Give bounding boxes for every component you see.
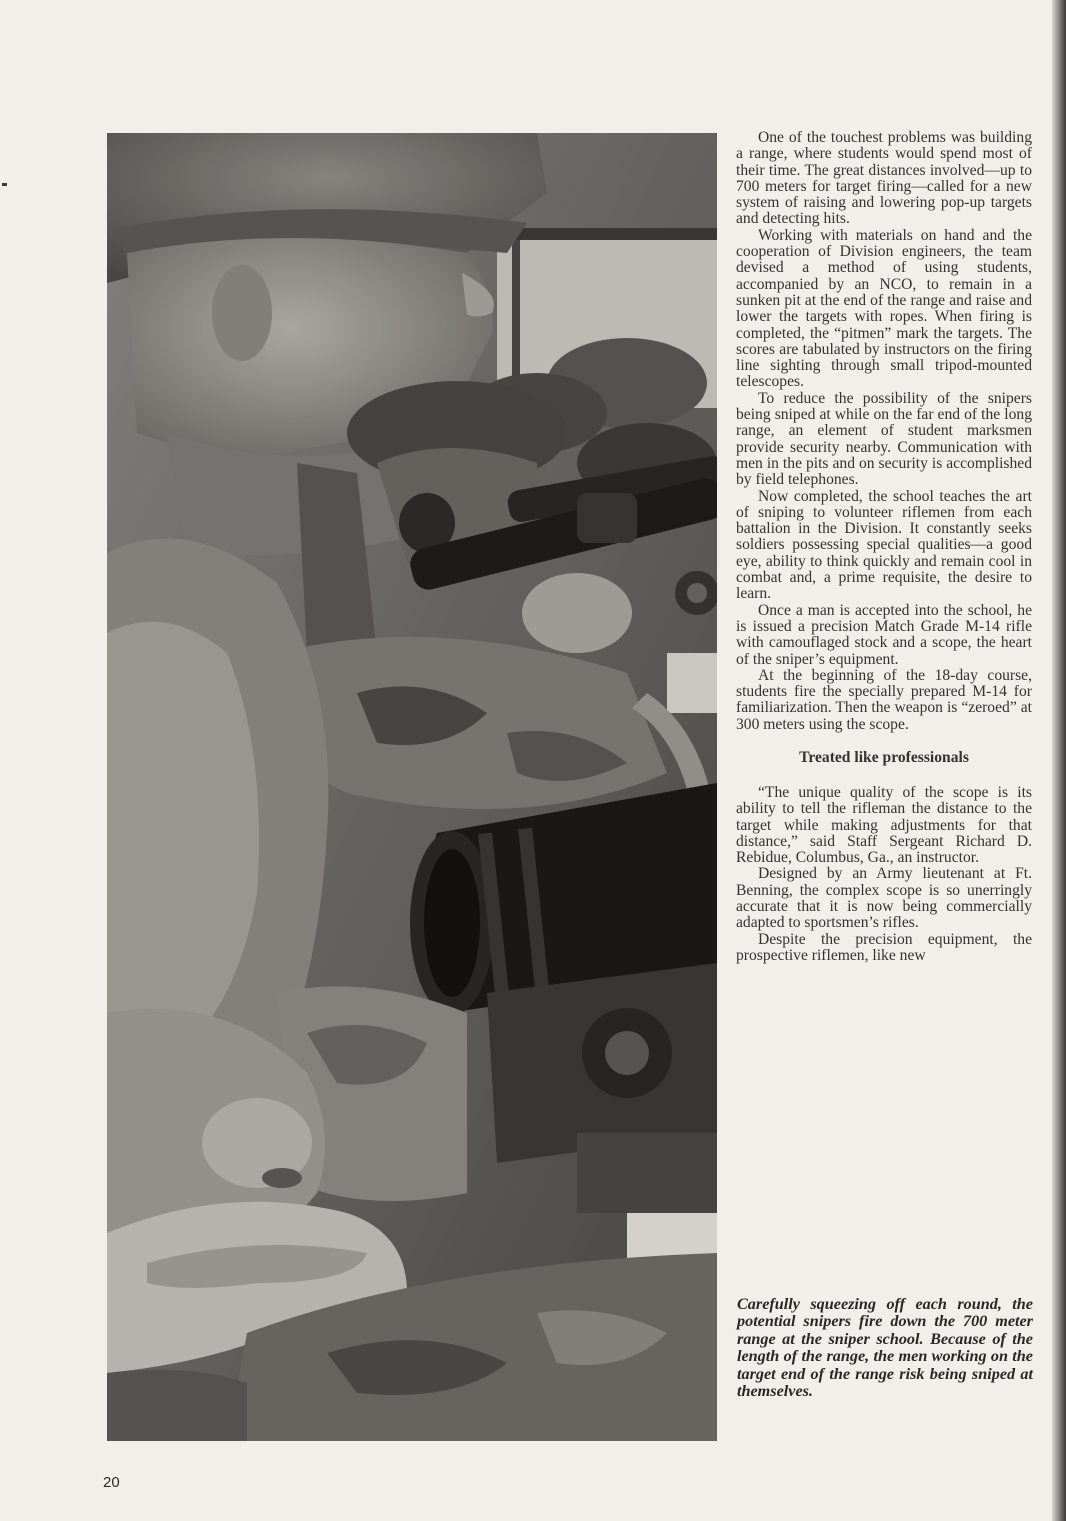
article-paragraph: Designed by an Army lieutenant at Ft. Benning, the complex scope is so unerringly accurate that it is now being commercially adapted to sportsmen’s rifles. [736, 865, 1032, 932]
photo-caption: Carefully squeezing off each round, the potential snipers fire down the 700 meter range at the sniper school. Because of the length of the range, the men working on the target end of the range risk being sniped at themselves. [737, 1295, 1033, 1401]
article-paragraph: Once a man is accepted into the school, he is issued a precision Match Grade M-14 rifle with camouflaged stock and a scope, the heart of the sniper’s equipment. [736, 601, 1032, 668]
article-paragraph: To reduce the possibility of the snipers being sniped at while on the far end of the long range, an element of student marksmen provide security nearby. Communication with men in the pits and on security is accomplished by field telephones. [736, 389, 1032, 489]
article-paragraph: Despite the precision equipment, the prospective riflemen, like new [736, 930, 1032, 964]
section-subheading: Treated like professionals [799, 748, 969, 766]
stray-print-mark [2, 183, 7, 186]
article-body [736, 130, 1032, 964]
article-paragraph: Now completed, the school teaches the art of sniping to volunteer riflemen from each battalion in the Division. It constantly seeks soldiers possessing special qualities—a good eye, ability to think quickly and remain cool in combat and, a prime requisite, the desire to learn. [736, 487, 1032, 603]
article-paragraph: One of the touchest problems was building a range, where students would spend most of their time. The great distances involved—up to 700 meters for target firing—called for a new system of raising and lowering pop-up targets and detecting hits. [736, 129, 1032, 228]
photograph-snipers-firing [107, 133, 717, 1441]
article-paragraph: At the beginning of the 18-day course, students fire the specially prepared M-14 for familiarization. Then the weapon is “zeroed” at 300 meters using the scope. [736, 666, 1032, 733]
page-number: 20 [103, 1474, 120, 1491]
article-paragraph: “The unique quality of the scope is its ability to tell the rifleman the distance to the target while making adjustments for that distance,” said Staff Sergeant Richard D. Rebidue, Columbus, Ga., an instructor. [736, 783, 1032, 867]
article-paragraph: Working with materials on hand and the cooperation of Division engineers, the team devised a method of using students, accompanied by an NCO, to remain in a sunken pit at the end of the range and raise and lower the targets with ropes. When firing is completed, the “pitmen” mark the targets. The scores are tabulated by instructors on the firing line sighting through small tripod-mounted telescopes. [736, 226, 1032, 391]
page-binding-edge [1052, 0, 1066, 1521]
